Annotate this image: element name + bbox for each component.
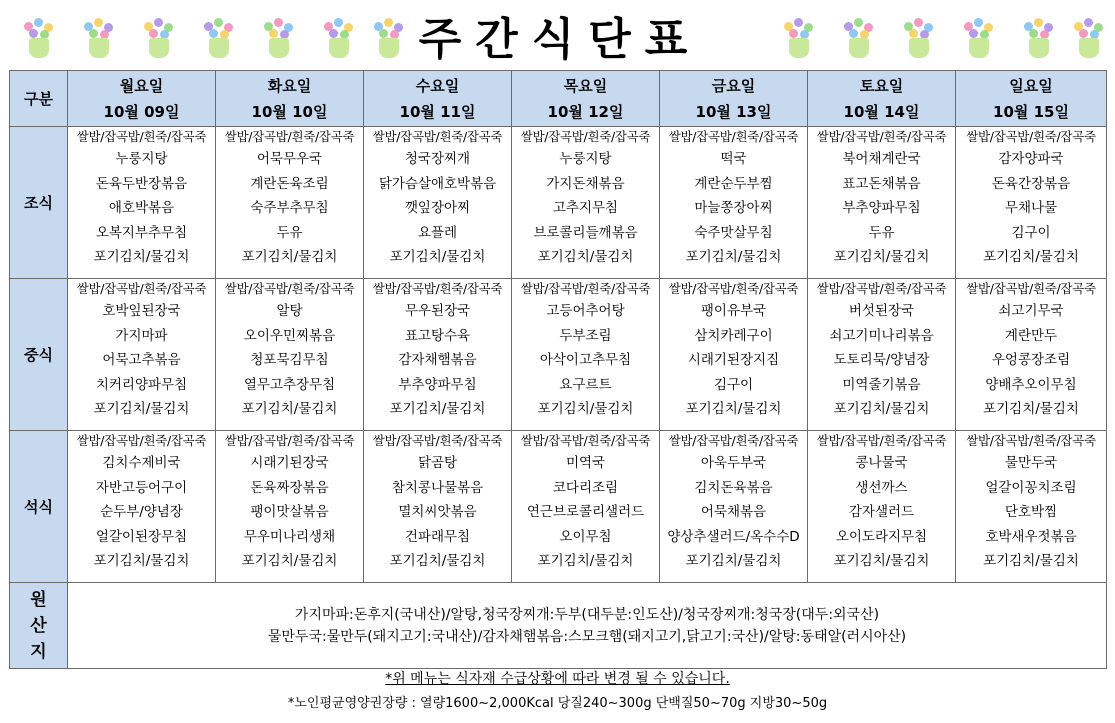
footer-notes [0, 668, 1115, 715]
menu-item: 미역국 [565, 455, 606, 471]
menu-item: 포기김치/물김치 [93, 553, 190, 570]
menu-item: 애호박볶음 [108, 200, 175, 217]
menu-cell [68, 127, 216, 279]
meal-label: 석식 [10, 431, 68, 583]
menu-item: 팽이맛살볶음 [250, 504, 329, 521]
origin-label-char: 지 [30, 641, 47, 662]
menu-item: 요플레 [417, 224, 458, 241]
menu-item: 어묵고추볶음 [102, 352, 181, 369]
menu-item: 쌀밥/잡곡밥/흰죽/잡곡죽 [668, 129, 799, 144]
menu-item: 쌀밥/잡곡밥/흰죽/잡곡죽 [372, 281, 503, 296]
menu-cell [660, 127, 808, 279]
menu-item: 쌀밥/잡곡밥/흰죽/잡곡죽 [816, 281, 947, 296]
menu-item: 부추양파무침 [842, 200, 921, 217]
day-date: 10월 14일 [843, 102, 920, 121]
menu-item: 연근브로콜리샐러드 [526, 504, 645, 521]
menu-item: 포기김치/물김치 [537, 553, 634, 570]
menu-item: 포기김치/물김치 [93, 401, 190, 418]
menu-cell [216, 431, 364, 583]
menu-item: 가지돈채볶음 [546, 175, 625, 192]
menu-item: 포기김치/물김치 [833, 401, 930, 418]
menu-item: 얼갈이된장무침 [95, 528, 188, 545]
menu-item: 감자채햄볶음 [398, 352, 477, 369]
menu-item: 물만두국 [1004, 455, 1058, 471]
day-header [808, 71, 956, 127]
header-row [10, 71, 1107, 127]
day-header [68, 71, 216, 127]
menu-table-body [10, 71, 1107, 669]
menu-item: 숙주부추무침 [250, 200, 329, 217]
flower-cup-icon [1022, 16, 1056, 60]
menu-item: 닭가슴살애호박볶음 [378, 175, 497, 192]
day-name: 토요일 [859, 76, 904, 95]
flower-cup-icon [202, 16, 236, 60]
menu-item: 쌀밥/잡곡밥/흰죽/잡곡죽 [76, 129, 207, 144]
menu-item: 참치콩나물볶음 [391, 479, 484, 496]
day-date: 10월 11일 [399, 102, 476, 121]
menu-item: 돈육간장볶음 [991, 175, 1071, 192]
category-label: 구분 [10, 71, 68, 127]
menu-item: 쌀밥/잡곡밥/흰죽/잡곡죽 [816, 433, 947, 448]
menu-item: 버섯된장국 [848, 303, 915, 319]
menu-item: 계란돈육조림 [250, 175, 329, 192]
menu-item: 포기김치/물김치 [241, 553, 338, 570]
menu-item: 아욱두부국 [700, 455, 767, 471]
menu-item: 쌀밥/잡곡밥/흰죽/잡곡죽 [966, 281, 1096, 296]
menu-cell [216, 279, 364, 431]
flower-cup-icon [82, 16, 116, 60]
menu-item: 쌀밥/잡곡밥/흰죽/잡곡죽 [76, 433, 207, 448]
menu-item: 김구이 [1011, 224, 1051, 241]
menu-item: 계란순두부찜 [694, 175, 773, 192]
menu-cell [512, 279, 660, 431]
day-date: 10월 09일 [103, 102, 180, 121]
menu-cell [364, 279, 512, 431]
menu-item: 오이우민찌볶음 [243, 327, 336, 344]
menu-item: 쌀밥/잡곡밥/흰죽/잡곡죽 [520, 281, 651, 296]
day-date: 10월 15일 [993, 102, 1069, 121]
menu-item: 포기김치/물김치 [983, 249, 1079, 266]
menu-item: 시래기된장국 [250, 455, 329, 471]
day-name: 목요일 [563, 76, 608, 95]
menu-item: 치커리양파무침 [95, 376, 188, 393]
menu-item: 쌀밥/잡곡밥/흰죽/잡곡죽 [224, 281, 355, 296]
menu-item: 표고탕수육 [404, 327, 471, 344]
menu-item: 단호박찜 [1004, 504, 1058, 521]
menu-item: 떡국 [720, 151, 747, 167]
menu-item: 요구르트 [559, 376, 612, 393]
origin-info [68, 583, 1107, 669]
menu-cell [660, 279, 808, 431]
day-header [364, 71, 512, 127]
day-name: 화요일 [267, 76, 312, 95]
day-name: 수요일 [415, 76, 460, 95]
menu-item: 닭곰탕 [417, 455, 458, 471]
change-notice: *위 메뉴는 식자재 수급상황에 따라 변경 될 수 있습니다. [385, 671, 730, 687]
menu-item: 숙주맛살무침 [694, 224, 773, 241]
menu-cell [68, 279, 216, 431]
menu-item: 콩나물국 [855, 455, 908, 471]
menu-item: 누룽지탕 [115, 151, 168, 167]
menu-cell [808, 431, 956, 583]
menu-item: 무채나물 [1004, 200, 1058, 217]
origin-label-char: 산 [30, 615, 47, 636]
menu-item: 포기김치/물김치 [389, 249, 486, 266]
menu-cell [808, 127, 956, 279]
menu-item: 쇠고기무국 [998, 303, 1064, 319]
menu-item: 포기김치/물김치 [537, 249, 634, 266]
menu-item: 포기김치/물김치 [833, 249, 930, 266]
menu-item: 팽이유부국 [700, 303, 767, 319]
origin-line: 가지마파:돈후지(국내산)/알탕,청국장찌개:두부(대두분:인도산)/청국장찌개:청국장(대두:외국산) [294, 606, 880, 623]
meal-label: 조식 [10, 127, 68, 279]
menu-item: 쌀밥/잡곡밥/흰죽/잡곡죽 [372, 129, 503, 144]
meal-label: 중식 [10, 279, 68, 431]
menu-item: 쌀밥/잡곡밥/흰죽/잡곡죽 [224, 129, 355, 144]
menu-item: 쌀밥/잡곡밥/흰죽/잡곡죽 [966, 129, 1096, 144]
menu-item: 포기김치/물김치 [241, 401, 338, 418]
menu-item: 북어채계란국 [842, 151, 921, 167]
menu-cell [364, 431, 512, 583]
menu-item: 누룽지탕 [559, 151, 612, 167]
menu-item: 부추양파무침 [398, 376, 477, 393]
flower-cup-icon [322, 16, 356, 60]
menu-item: 고등어추어탕 [546, 303, 625, 319]
menu-item: 쌀밥/잡곡밥/흰죽/잡곡죽 [816, 129, 947, 144]
page-title: 주간식단표 [418, 14, 702, 65]
menu-item: 깻잎장아찌 [404, 200, 471, 217]
menu-item: 무우된장국 [404, 303, 471, 319]
menu-item: 미역줄기볶음 [842, 376, 921, 393]
menu-item: 쌀밥/잡곡밥/흰죽/잡곡죽 [224, 433, 355, 448]
day-header [216, 71, 364, 127]
menu-item: 표고돈채볶음 [842, 175, 921, 192]
menu-item: 두유 [868, 224, 895, 241]
menu-item: 도토리묵/양념장 [833, 352, 930, 369]
menu-item: 호박잎된장국 [102, 303, 181, 319]
menu-item: 양배추오이무침 [985, 376, 1077, 393]
day-header [660, 71, 808, 127]
menu-item: 얼갈이꽁치조림 [985, 479, 1077, 496]
menu-item: 김구이 [713, 376, 754, 393]
menu-item: 쌀밥/잡곡밥/흰죽/잡곡죽 [372, 433, 503, 448]
menu-item: 포기김치/물김치 [685, 401, 782, 418]
menu-item: 오복지부추무침 [95, 224, 188, 241]
menu-item: 오이무침 [559, 528, 612, 545]
meal-row [10, 431, 1107, 583]
flower-cup-icon [1072, 16, 1106, 60]
menu-item: 우엉콩장조림 [991, 352, 1071, 369]
menu-item: 쌀밥/잡곡밥/흰죽/잡곡죽 [520, 433, 651, 448]
menu-item: 포기김치/물김치 [389, 553, 486, 570]
menu-item: 돈육짜장볶음 [250, 479, 329, 496]
menu-item: 감자샐러드 [848, 504, 915, 521]
origin-row [10, 583, 1107, 669]
menu-item: 양상추샐러드/옥수수D [667, 528, 800, 545]
origin-line: 물만두국:물만두(돼지고기:국내산)/감자채햄볶음:스모크햄(돼지고기,닭고기:국산)/알탕:동태알(러시아산) [267, 628, 907, 645]
day-name: 금요일 [711, 76, 756, 95]
menu-item: 계란만두 [1004, 327, 1058, 344]
flower-cup-icon [22, 16, 56, 60]
menu-item: 마늘쫑장아찌 [694, 200, 773, 217]
menu-cell [512, 431, 660, 583]
menu-item: 두유 [276, 224, 303, 241]
menu-item: 포기김치/물김치 [389, 401, 486, 418]
menu-item: 포기김치/물김치 [537, 401, 634, 418]
menu-item: 멸치씨앗볶음 [398, 504, 477, 521]
menu-item: 쌀밥/잡곡밥/흰죽/잡곡죽 [668, 281, 799, 296]
menu-item: 포기김치/물김치 [685, 249, 782, 266]
menu-item: 포기김치/물김치 [983, 401, 1079, 418]
menu-item: 포기김치/물김치 [93, 249, 190, 266]
menu-item: 쌀밥/잡곡밥/흰죽/잡곡죽 [76, 281, 207, 296]
menu-cell [364, 127, 512, 279]
menu-item: 청국장찌개 [404, 151, 471, 167]
menu-item: 쌀밥/잡곡밥/흰죽/잡곡죽 [520, 129, 651, 144]
menu-cell [512, 127, 660, 279]
menu-item: 어묵무우국 [256, 151, 323, 167]
origin-label [10, 583, 68, 669]
day-header [512, 71, 660, 127]
menu-item: 김치수제비국 [102, 455, 181, 471]
flower-cup-icon [262, 16, 296, 60]
menu-item: 알탕 [276, 303, 303, 319]
menu-item: 김치돈육볶음 [694, 479, 773, 496]
nutrition-notice: *노인평균영양권장량 : 열량1600~2,000Kcal 당질240~300g 단백질50~70g 지방30~50g [287, 696, 828, 711]
menu-item: 포기김치/물김치 [685, 553, 782, 570]
menu-table [9, 70, 1107, 669]
flower-cup-icon [782, 16, 816, 60]
menu-item: 쇠고기미나리볶음 [829, 327, 934, 344]
menu-item: 쌀밥/잡곡밥/흰죽/잡곡죽 [966, 433, 1096, 448]
menu-item: 코다리조림 [552, 479, 619, 496]
menu-cell [660, 431, 808, 583]
menu-item: 순두부/양념장 [100, 504, 183, 521]
menu-cell [956, 127, 1107, 279]
menu-cell [956, 431, 1107, 583]
menu-cell [68, 431, 216, 583]
origin-label-char: 원 [30, 589, 47, 610]
flower-cup-icon [902, 16, 936, 60]
day-date: 10월 13일 [695, 102, 772, 121]
menu-item: 쌀밥/잡곡밥/흰죽/잡곡죽 [668, 433, 799, 448]
day-header [956, 71, 1107, 127]
day-name: 일요일 [1009, 76, 1053, 95]
flower-cup-icon [142, 16, 176, 60]
menu-item: 브로콜리들깨볶음 [533, 224, 638, 241]
menu-item: 두부조림 [559, 327, 612, 344]
menu-cell [956, 279, 1107, 431]
menu-item: 자반고등어구이 [95, 479, 188, 496]
menu-item: 삼치카레구이 [694, 327, 773, 344]
menu-item: 포기김치/물김치 [241, 249, 338, 266]
day-name: 월요일 [119, 76, 164, 95]
day-date: 10월 10일 [251, 102, 328, 121]
flower-cup-icon [842, 16, 876, 60]
menu-cell [808, 279, 956, 431]
menu-item: 돈육두반장볶음 [95, 175, 188, 192]
menu-item: 어묵채볶음 [700, 504, 767, 521]
menu-cell [216, 127, 364, 279]
menu-item: 고추지무침 [552, 200, 619, 217]
menu-item: 포기김치/물김치 [833, 553, 930, 570]
meal-row [10, 279, 1107, 431]
day-date: 10월 12일 [547, 102, 624, 121]
meal-row [10, 127, 1107, 279]
menu-item: 청포묵김무침 [250, 352, 329, 369]
menu-item: 생선까스 [855, 479, 908, 496]
menu-item: 호박새우젓볶음 [985, 528, 1077, 545]
menu-item: 오이도라지무침 [835, 528, 928, 545]
menu-item: 무우미나리생채 [243, 528, 336, 545]
menu-item: 아삭이고추무침 [539, 352, 632, 369]
title-banner [0, 0, 1115, 68]
menu-item: 열무고추장무침 [243, 376, 336, 393]
menu-item: 감자양파국 [998, 151, 1064, 167]
menu-item: 포기김치/물김치 [983, 553, 1079, 570]
menu-item: 가지마파 [115, 327, 168, 344]
flower-cup-icon [962, 16, 996, 60]
menu-item: 건파래무침 [404, 528, 471, 545]
menu-item: 시래기된장지짐 [687, 352, 780, 369]
